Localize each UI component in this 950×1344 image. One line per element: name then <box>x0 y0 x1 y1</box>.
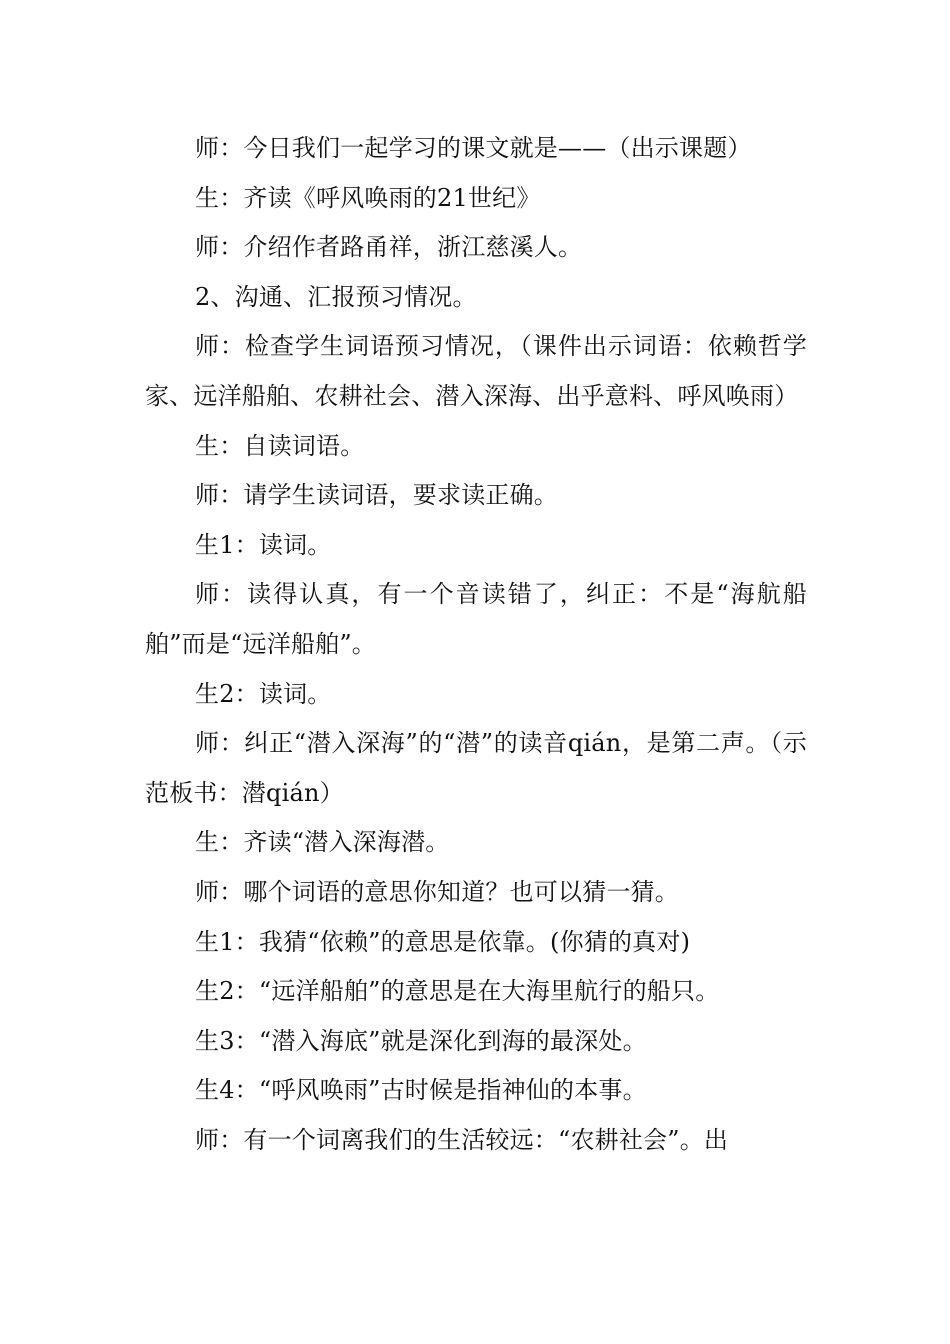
paragraph-13: 师：哪个词语的意思你知道？也可以猜一猜。 <box>195 877 679 906</box>
paragraph-5: 师：检查学生词语预习情况，（课件出示词语：依赖哲学家、远洋船舶、农耕社会、潜入深海、出乎意料、呼风唤雨） <box>145 332 807 410</box>
paragraph-17: 生4：“呼风唤雨”古时候是指神仙的本事。 <box>195 1076 647 1105</box>
paragraph-4: 2、沟通、汇报预习情况。 <box>195 282 477 311</box>
document-body <box>145 124 807 1165</box>
paragraph-15: 生2：“远洋船舶”的意思是在大海里航行的船只。 <box>195 977 720 1006</box>
paragraph-7: 师：请学生读词语，要求读正确。 <box>195 481 558 510</box>
paragraph-6: 生：自读词语。 <box>195 431 365 460</box>
paragraph-16: 生3：“潜入海底”就是深化到海的最深处。 <box>195 1026 647 1055</box>
paragraph-12: 生：齐读“潜入深海潜。 <box>195 828 450 857</box>
paragraph-10: 生2：读词。 <box>195 679 332 708</box>
paragraph-14: 生1：我猜“依赖”的意思是依靠。(你猜的真对) <box>195 927 691 956</box>
paragraph-9: 师：读得认真，有一个音读错了，纠正：不是“海航船舶”而是“远洋船舶”。 <box>145 580 807 658</box>
paragraph-1: 师：今日我们一起学习的课文就是——（出示课题） <box>195 134 752 162</box>
paragraph-8: 生1：读词。 <box>195 530 332 559</box>
paragraph-11: 师：纠正“潜入深海”的“潜”的读音qián，是第二声。（示范板书：潜qián） <box>145 729 807 807</box>
paragraph-2: 生：齐读《呼风唤雨的21世纪》 <box>195 183 541 212</box>
paragraph-3: 师：介绍作者路甬祥，浙江慈溪人。 <box>195 233 583 262</box>
paragraph-18: 师：有一个词离我们的生活较远：“农耕社会”。出 <box>195 1125 729 1154</box>
